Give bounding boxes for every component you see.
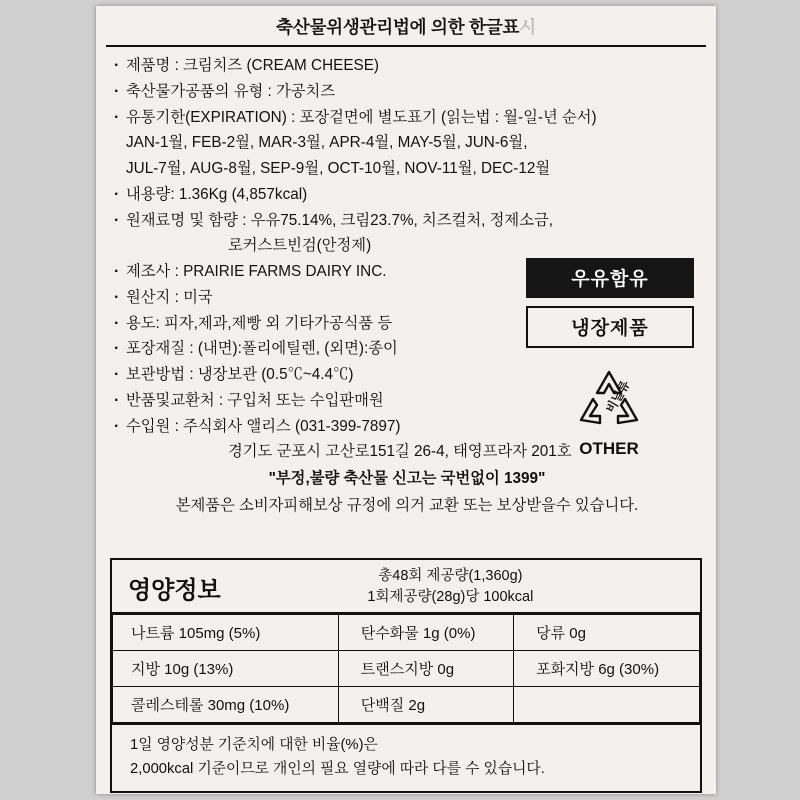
info-item-importer: · 수입원 : 주식회사 앨리스 (031-399-7897): [112, 415, 702, 440]
recycle-material-label: 비닐류: [603, 378, 633, 416]
info-item-product-name: · 제품명 : 크림치즈 (CREAM CHEESE): [112, 54, 702, 79]
nutrition-label-card: [96, 6, 716, 794]
table-row: [113, 687, 700, 723]
expiration-months-line-2: JUL-7월, AUG-8월, SEP-9월, OCT-10월, NOV-11월, DEC-12월: [126, 160, 551, 178]
label-title-faded-text: 시: [519, 17, 536, 37]
info-item-return-exchange: · 반품및교환처 : 구입처 또는 수입판매원: [112, 389, 702, 414]
info-item-origin: · 원산지 : 미국: [112, 286, 702, 311]
nutrition-total-servings: 총48회 제공량(1,360g): [378, 568, 523, 584]
info-item-usage: · 용도: 피자,제과,제빵 외 기타가공식품 등: [112, 312, 702, 337]
label-title: [96, 6, 716, 41]
info-item-net-weight: · 내용량: 1.36Kg (4,857kcal): [112, 183, 702, 208]
info-item-ingredients: · 원재료명 및 함량 : 우유75.14%, 크림23.7%, 치즈컬처, 정제소금,: [112, 209, 702, 234]
nutrient-fat: 지방 10g (13%): [113, 651, 339, 687]
nutrient-protein: 단백질 2g: [338, 687, 513, 723]
nutrition-table: [112, 614, 700, 723]
nutrition-serving-info: [221, 566, 690, 608]
badge-contains-milk: 우유함유: [526, 258, 694, 298]
recycle-mark: [554, 366, 664, 459]
badge-group: [526, 258, 694, 348]
label-title-text: 축산물위생관리법에 의한 한글표: [276, 17, 520, 37]
info-item-manufacturer: · 제조사 : PRAIRIE FARMS DAIRY INC.: [112, 260, 702, 285]
ingredients-continuation: 로커스트빈검(안정제): [228, 237, 372, 255]
table-row: [113, 615, 700, 651]
nutrition-header: [112, 560, 700, 614]
nutrition-per-serving: 1회제공량(28g)당 100kcal: [367, 589, 534, 606]
nutrition-footnote: [112, 723, 700, 791]
table-row: [113, 651, 700, 687]
nutrition-facts-panel: [110, 558, 702, 793]
nutrition-footnote-line-2: 2,000kcal 기준이므로 개인의 필요 열량에 따라 다를 수 있습니다.: [130, 760, 545, 777]
nutrition-footnote-line-1: 1일 영양성분 기준치에 대한 비율(%)은: [130, 737, 378, 754]
nutrient-trans-fat: 트랜스지방 0g: [338, 651, 513, 687]
compensation-text: 본제품은 소비자피해보상 규정에 의거 교환 또는 보상받을수 있습니다.: [175, 497, 639, 515]
nutrient-cholesterol: 콜레스테롤 30mg (10%): [113, 687, 339, 723]
nutrient-sugars: 당류 0g: [514, 615, 700, 651]
info-item-storage: · 보관방법 : 냉장보관 (0.5℃~4.4℃): [112, 363, 702, 388]
importer-address: 경기도 군포시 고산로151길 26-4, 태영프라자 201호: [228, 443, 572, 461]
info-item-packaging: · 포장재질 : (내면):폴리에틸렌, (외면):종이: [112, 337, 702, 362]
nutrient-saturated-fat: 포화지방 6g (30%): [514, 651, 700, 687]
info-item-product-type: · 축산물가공품의 유형 : 가공치즈: [112, 80, 702, 105]
badge-refrigerated: 냉장제품: [526, 306, 694, 348]
nutrient-empty: [514, 687, 700, 723]
expiration-months-line-1: JAN-1월, FEB-2월, MAR-3월, APR-4월, MAY-5월, JUN-6월,: [126, 134, 528, 152]
recycle-other-label: OTHER: [579, 439, 639, 458]
nutrition-title: 영양정보: [128, 576, 221, 604]
nutrient-sodium: 나트륨 105mg (5%): [113, 615, 339, 651]
report-hotline-text: "부정,불량 축산물 신고는 국번없이 1399": [268, 470, 546, 488]
nutrient-carbohydrate: 탄수화물 1g (0%): [338, 615, 513, 651]
info-item-expiration: · 유통기한(EXPIRATION) : 포장겉면에 별도표기 (읽는법 : 월-일-년 순서): [112, 106, 702, 131]
